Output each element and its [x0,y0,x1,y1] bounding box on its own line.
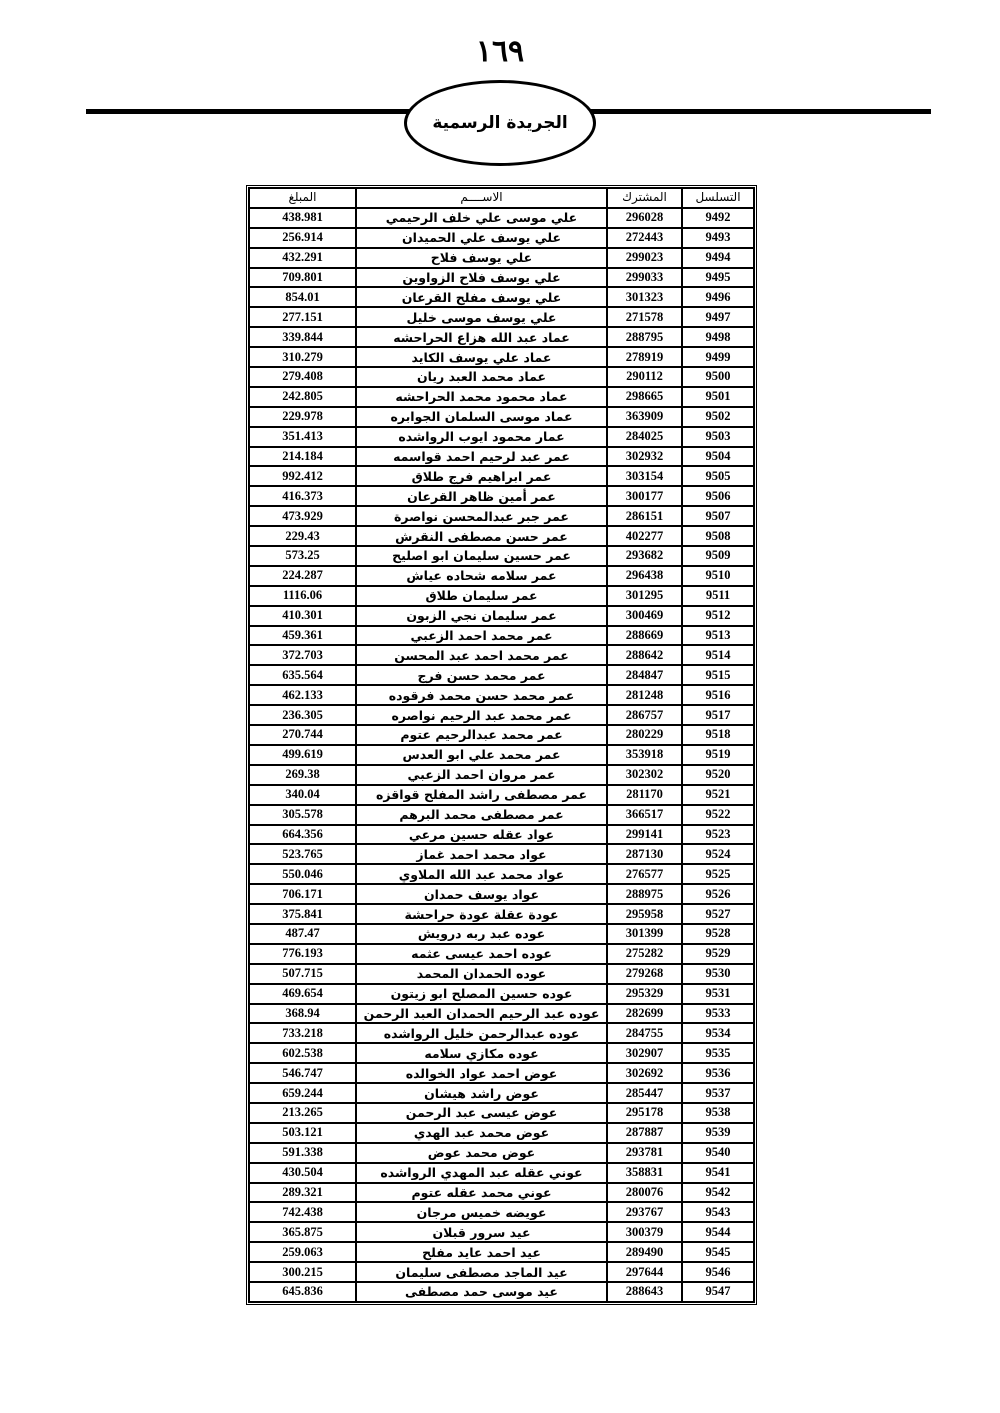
serial-cell: 9511 [682,586,754,606]
amount-cell: 503.121 [249,1123,356,1143]
serial-cell: 9538 [682,1103,754,1123]
serial-cell: 9508 [682,526,754,546]
amount-cell: 224.287 [249,566,356,586]
subscriber-cell: 281248 [607,685,682,705]
subscriber-cell: 363909 [607,407,682,427]
page-number: ١٦٩ [475,34,525,69]
table-row [249,844,754,864]
subscriber-cell: 301323 [607,287,682,307]
subscriber-cell: 295958 [607,904,682,924]
table-row [249,1043,754,1063]
name-cell: علي يوسف فلاح الزواوين [356,268,607,288]
subscriber-cell: 297644 [607,1262,682,1282]
subscriber-cell: 288975 [607,884,682,904]
name-cell: عوني عقله عبد المهدي الرواشده [356,1163,607,1183]
records-table [248,187,755,1303]
subscriber-cell: 280229 [607,725,682,745]
subscriber-cell: 280076 [607,1183,682,1203]
table-row [249,268,754,288]
subscriber-cell: 300469 [607,606,682,626]
name-cell: عوض راشد هيشان [356,1083,607,1103]
subscriber-header: المشترك [607,188,682,208]
name-cell: عمر محمد علي ابو العدس [356,745,607,765]
serial-cell: 9529 [682,944,754,964]
serial-cell: 9523 [682,825,754,845]
name-cell: عواد عقله حسين مرعي [356,825,607,845]
table-row [249,586,754,606]
amount-cell: 277.151 [249,307,356,327]
name-cell: عمر سليمان طلاق [356,586,607,606]
name-cell: عمر جبر عبدالمحسن نواصرة [356,506,607,526]
table-row [249,685,754,705]
subscriber-cell: 271578 [607,307,682,327]
serial-cell: 9492 [682,208,754,228]
name-cell: عمر مصطفى محمد البرهم [356,805,607,825]
table-row [249,805,754,825]
name-cell: علي يوسف مفلح القرعان [356,287,607,307]
serial-cell: 9518 [682,725,754,745]
amount-cell: 270.744 [249,725,356,745]
amount-cell: 776.193 [249,944,356,964]
serial-cell: 9537 [682,1083,754,1103]
name-cell: عيد موسى حمد مصطفى [356,1282,607,1302]
amount-cell: 854.01 [249,287,356,307]
serial-cell: 9522 [682,805,754,825]
name-cell: عماد موسى السلمان الجوابره [356,407,607,427]
table-row [249,984,754,1004]
name-cell: عواد محمد احمد غماز [356,844,607,864]
serial-cell: 9542 [682,1183,754,1203]
serial-cell: 9534 [682,1023,754,1043]
table-row [249,665,754,685]
amount-cell: 499.619 [249,745,356,765]
amount-cell: 432.291 [249,248,356,268]
serial-cell: 9541 [682,1163,754,1183]
name-cell: عوده احمد عيسى عثمه [356,944,607,964]
amount-cell: 733.218 [249,1023,356,1043]
amount-cell: 462.133 [249,685,356,705]
subscriber-cell: 290112 [607,367,682,387]
name-cell: عيد سرور قبلان [356,1222,607,1242]
table-row [249,626,754,646]
table-row [249,248,754,268]
serial-header: التسلسل [682,188,754,208]
subscriber-cell: 358831 [607,1163,682,1183]
amount-cell: 372.703 [249,645,356,665]
name-cell: عوض محمد عوض [356,1143,607,1163]
serial-cell: 9544 [682,1222,754,1242]
subscriber-cell: 302932 [607,447,682,467]
amount-cell: 602.538 [249,1043,356,1063]
subscriber-cell: 276577 [607,864,682,884]
table-row [249,307,754,327]
amount-cell: 469.654 [249,984,356,1004]
name-cell: عودة عقلة عودة حراحشة [356,904,607,924]
table-row [249,785,754,805]
name-cell: عمر سليمان نجي الزبون [356,606,607,626]
amount-cell: 256.914 [249,228,356,248]
serial-cell: 9512 [682,606,754,626]
table-row [249,1083,754,1103]
amount-cell: 279.408 [249,367,356,387]
amount-cell: 310.279 [249,347,356,367]
table-row [249,387,754,407]
table-row [249,745,754,765]
serial-cell: 9497 [682,307,754,327]
table-row [249,506,754,526]
name-cell: علي يوسف موسى خليل [356,307,607,327]
subscriber-cell: 303154 [607,466,682,486]
serial-cell: 9521 [682,785,754,805]
amount-cell: 410.301 [249,606,356,626]
amount-cell: 300.215 [249,1262,356,1282]
serial-cell: 9535 [682,1043,754,1063]
name-cell: عويضه خميس مرجان [356,1202,607,1222]
serial-cell: 9526 [682,884,754,904]
subscriber-cell: 295329 [607,984,682,1004]
table-body [249,208,754,1302]
name-cell: عمر حسن مصطفى النقرش [356,526,607,546]
name-cell: عوده حسين المصلح ابو زيتون [356,984,607,1004]
name-cell: عماد محمود محمد الحراحشه [356,387,607,407]
subscriber-cell: 299023 [607,248,682,268]
table-row [249,1063,754,1083]
name-cell: عماد محمد العبد ريان [356,367,607,387]
table-row [249,1163,754,1183]
name-cell: عوض عيسى عبد الرحمن [356,1103,607,1123]
subscriber-cell: 289490 [607,1242,682,1262]
table-row [249,1202,754,1222]
table-row [249,466,754,486]
table-row [249,765,754,785]
table-row [249,864,754,884]
serial-cell: 9505 [682,466,754,486]
serial-cell: 9539 [682,1123,754,1143]
amount-cell: 289.321 [249,1183,356,1203]
amount-cell: 229.43 [249,526,356,546]
table-row [249,1262,754,1282]
name-cell: علي يوسف علي الحميدان [356,228,607,248]
serial-cell: 9499 [682,347,754,367]
serial-cell: 9514 [682,645,754,665]
serial-cell: 9504 [682,447,754,467]
serial-cell: 9507 [682,506,754,526]
serial-cell: 9530 [682,964,754,984]
amount-cell: 550.046 [249,864,356,884]
amount-cell: 259.063 [249,1242,356,1262]
serial-cell: 9493 [682,228,754,248]
amount-cell: 340.04 [249,785,356,805]
subscriber-cell: 284025 [607,427,682,447]
name-cell: علي موسى علي خلف الرحيمي [356,208,607,228]
serial-cell: 9495 [682,268,754,288]
serial-cell: 9506 [682,486,754,506]
subscriber-cell: 353918 [607,745,682,765]
amount-cell: 438.981 [249,208,356,228]
name-cell: عيد الماجد مصطفى سليمان [356,1262,607,1282]
name-cell: عمر ابراهيم فرج طلاق [356,466,607,486]
table-row [249,1143,754,1163]
subscriber-cell: 302302 [607,765,682,785]
table-row [249,705,754,725]
name-cell: عمر محمد حسن محمد فرقوده [356,685,607,705]
serial-cell: 9531 [682,984,754,1004]
amount-cell: 365.875 [249,1222,356,1242]
name-cell: عمر أمين ظاهر القرعان [356,486,607,506]
subscriber-cell: 300379 [607,1222,682,1242]
subscriber-cell: 286757 [607,705,682,725]
subscriber-cell: 287130 [607,844,682,864]
subscriber-cell: 284755 [607,1023,682,1043]
table-row [249,427,754,447]
table-row [249,725,754,745]
amount-header: المبلغ [249,188,356,208]
serial-cell: 9502 [682,407,754,427]
serial-cell: 9517 [682,705,754,725]
serial-cell: 9498 [682,327,754,347]
serial-cell: 9503 [682,427,754,447]
table-row [249,1242,754,1262]
amount-cell: 523.765 [249,844,356,864]
serial-cell: 9533 [682,1004,754,1024]
serial-cell: 9501 [682,387,754,407]
table-row [249,486,754,506]
subscriber-cell: 272443 [607,228,682,248]
serial-cell: 9543 [682,1202,754,1222]
subscriber-cell: 281170 [607,785,682,805]
table-row [249,825,754,845]
subscriber-cell: 300177 [607,486,682,506]
table-row [249,287,754,307]
amount-cell: 706.171 [249,884,356,904]
subscriber-cell: 285447 [607,1083,682,1103]
amount-cell: 507.715 [249,964,356,984]
table-header-row [249,188,754,208]
amount-cell: 645.836 [249,1282,356,1302]
subscriber-cell: 298665 [607,387,682,407]
name-cell: عمر محمد حسن فرج [356,665,607,685]
subscriber-cell: 402277 [607,526,682,546]
table-row [249,964,754,984]
amount-cell: 368.94 [249,1004,356,1024]
amount-cell: 236.305 [249,705,356,725]
amount-cell: 416.373 [249,486,356,506]
serial-cell: 9546 [682,1262,754,1282]
amount-cell: 242.805 [249,387,356,407]
table-row [249,1282,754,1302]
amount-cell: 1116.06 [249,586,356,606]
subscriber-cell: 284847 [607,665,682,685]
name-cell: عوده عبد الرحيم الحمدان العبد الرحمن [356,1004,607,1024]
amount-cell: 351.413 [249,427,356,447]
amount-cell: 591.338 [249,1143,356,1163]
table-row [249,228,754,248]
subscriber-cell: 288643 [607,1282,682,1302]
subscriber-cell: 296438 [607,566,682,586]
table-row [249,924,754,944]
serial-cell: 9516 [682,685,754,705]
name-cell: عماد عبد الله هزاع الحراحشه [356,327,607,347]
amount-cell: 659.244 [249,1083,356,1103]
amount-cell: 709.801 [249,268,356,288]
name-cell: عمر محمد عبد الرحيم نواصره [356,705,607,725]
subscriber-cell: 288669 [607,626,682,646]
subscriber-cell: 282699 [607,1004,682,1024]
serial-cell: 9519 [682,745,754,765]
name-cell: عمر سلامه شحاده عياش [356,566,607,586]
amount-cell: 305.578 [249,805,356,825]
table-row [249,367,754,387]
serial-cell: 9509 [682,546,754,566]
serial-cell: 9496 [682,287,754,307]
name-cell: عمر عبد لرحيم احمد قواسمه [356,447,607,467]
table-row [249,645,754,665]
table-row [249,1183,754,1203]
name-cell: عوده مكازي سلامه [356,1043,607,1063]
name-cell: عمر مصطفى راشد المفلح قواقزه [356,785,607,805]
name-cell: عوده عبد ربه درويش [356,924,607,944]
amount-cell: 992.412 [249,466,356,486]
name-cell: عوني محمد عقله عتوم [356,1183,607,1203]
serial-cell: 9536 [682,1063,754,1083]
table-row [249,944,754,964]
amount-cell: 375.841 [249,904,356,924]
subscriber-cell: 295178 [607,1103,682,1123]
amount-cell: 459.361 [249,626,356,646]
subscriber-cell: 301295 [607,586,682,606]
name-cell: عوده الحمدان المحمد [356,964,607,984]
amount-cell: 339.844 [249,327,356,347]
amount-cell: 229.978 [249,407,356,427]
table-row [249,1004,754,1024]
subscriber-cell: 302907 [607,1043,682,1063]
table-row [249,407,754,427]
subscriber-cell: 302692 [607,1063,682,1083]
name-cell: عوده عبدالرحمن خليل الرواشده [356,1023,607,1043]
subscriber-cell: 278919 [607,347,682,367]
amount-cell: 546.747 [249,1063,356,1083]
amount-cell: 487.47 [249,924,356,944]
subscriber-cell: 275282 [607,944,682,964]
table-row [249,884,754,904]
name-cell: عيد احمد عايد مفلح [356,1242,607,1262]
amount-cell: 213.265 [249,1103,356,1123]
table-row [249,327,754,347]
table-row [249,1103,754,1123]
gazette-title-oval [404,80,596,166]
gazette-title: الجريدة الرسمية [432,113,568,133]
serial-cell: 9525 [682,864,754,884]
name-header: الاســــم [356,188,607,208]
table-row [249,566,754,586]
serial-cell: 9524 [682,844,754,864]
amount-cell: 473.929 [249,506,356,526]
table-row [249,546,754,566]
serial-cell: 9528 [682,924,754,944]
subscriber-cell: 301399 [607,924,682,944]
subscriber-cell: 279268 [607,964,682,984]
serial-cell: 9520 [682,765,754,785]
amount-cell: 664.356 [249,825,356,845]
amount-cell: 635.564 [249,665,356,685]
name-cell: عوض احمد عواد الخوالده [356,1063,607,1083]
subscriber-cell: 299141 [607,825,682,845]
subscriber-cell: 296028 [607,208,682,228]
subscriber-cell: 286151 [607,506,682,526]
name-cell: عمار محمود ايوب الرواشده [356,427,607,447]
amount-cell: 742.438 [249,1202,356,1222]
subscriber-cell: 288795 [607,327,682,347]
table-row [249,1123,754,1143]
serial-cell: 9545 [682,1242,754,1262]
serial-cell: 9494 [682,248,754,268]
subscriber-cell: 293767 [607,1202,682,1222]
serial-cell: 9510 [682,566,754,586]
subscriber-cell: 366517 [607,805,682,825]
name-cell: علي يوسف فلاح [356,248,607,268]
amount-cell: 430.504 [249,1163,356,1183]
serial-cell: 9500 [682,367,754,387]
serial-cell: 9513 [682,626,754,646]
serial-cell: 9547 [682,1282,754,1302]
name-cell: عماد علي يوسف الكايد [356,347,607,367]
name-cell: عمر محمد عبدالرحيم عتوم [356,725,607,745]
table-row [249,904,754,924]
name-cell: عوض محمد عبد الهدي [356,1123,607,1143]
table-row [249,347,754,367]
subscriber-cell: 288642 [607,645,682,665]
name-cell: عمر محمد احمد عبد المحسن [356,645,607,665]
table-row [249,1023,754,1043]
name-cell: عمر محمد احمد الزعبي [356,626,607,646]
table-row [249,208,754,228]
subscriber-cell: 287887 [607,1123,682,1143]
table-row [249,606,754,626]
serial-cell: 9527 [682,904,754,924]
amount-cell: 214.184 [249,447,356,467]
serial-cell: 9540 [682,1143,754,1163]
amount-cell: 573.25 [249,546,356,566]
table-row [249,1222,754,1242]
name-cell: عواد يوسف حمدان [356,884,607,904]
amount-cell: 269.38 [249,765,356,785]
table-row [249,526,754,546]
name-cell: عمر حسين سليمان ابو اصليح [356,546,607,566]
name-cell: عواد محمد عبد الله الملاوي [356,864,607,884]
subscriber-cell: 293781 [607,1143,682,1163]
name-cell: عمر مروان احمد الزعبي [356,765,607,785]
serial-cell: 9515 [682,665,754,685]
subscriber-cell: 299033 [607,268,682,288]
table-row [249,447,754,467]
subscriber-cell: 293682 [607,546,682,566]
